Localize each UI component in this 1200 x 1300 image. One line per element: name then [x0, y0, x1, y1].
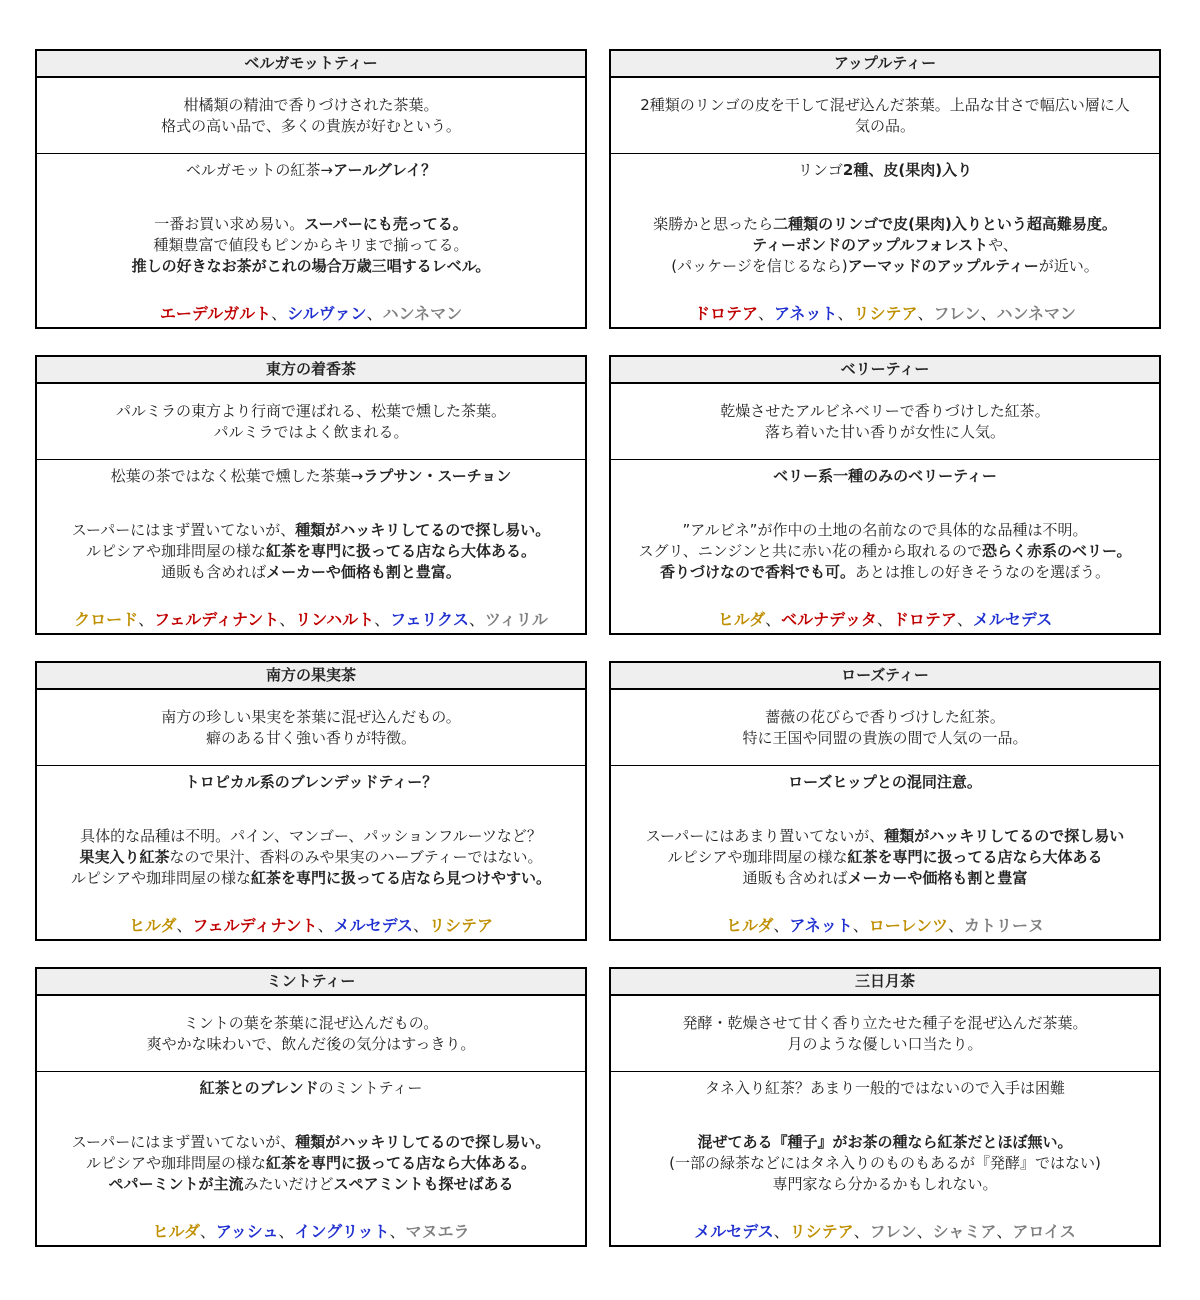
card-body [37, 460, 585, 633]
note-line [611, 1132, 1159, 1153]
note-line [611, 1174, 1159, 1195]
character-name: フレン [933, 304, 981, 323]
separator: 、 [917, 304, 934, 323]
description-line: 薔薇の花びらで香りづけした紅茶。 [765, 707, 1005, 726]
note-segment: 専門家なら分かるかもしれない。 [772, 1175, 998, 1193]
note-segment: 一番お買い求め易い。 [154, 215, 305, 233]
card-title: ベリーティー [611, 357, 1159, 384]
card-headline [611, 772, 1159, 793]
note-segment: 紅茶を専門に扱ってる店なら大体ある。 [266, 542, 537, 560]
note-segment: が近い。 [1038, 257, 1099, 275]
card-body [611, 154, 1159, 327]
tea-card [609, 49, 1161, 329]
note-segment: アーマッドのアップルティー [847, 257, 1039, 275]
separator: 、 [773, 916, 790, 935]
note-segment: 種類がハッキリしてるので探し易い [884, 827, 1125, 845]
headline-segment: アールグレイ？ [332, 161, 437, 179]
description-line: 発酵・乾燥させて甘く香り立たせた種子を混ぜ込んだ茶葉。 [682, 1013, 1088, 1032]
character-name: ローレンツ [868, 916, 949, 935]
note-line [37, 235, 585, 256]
character-name: フェルディナント [192, 916, 318, 935]
character-name: リシテア [428, 916, 493, 935]
note-segment: ティーポンドのアップルフォレスト [752, 236, 989, 254]
note-line [37, 826, 585, 847]
character-name: マヌエラ [405, 1222, 470, 1241]
note-line [611, 1153, 1159, 1174]
headline-segment: 松葉の茶ではなく松葉で燻した茶葉→ [110, 467, 364, 485]
character-name: ベルナデッタ [781, 610, 877, 629]
note-segment: ”アルビネ”が作中の土地の名前なので具体的な品種は不明。 [682, 521, 1088, 539]
description-line: パルミラの東方より行商で運ばれる、松葉で燻した茶葉。 [115, 401, 506, 420]
separator: 、 [853, 1222, 870, 1241]
headline-segment: ベリー系一種のみのベリーティー [773, 467, 997, 485]
description-line: 乾燥させたアルビネベリーで香りづけした紅茶。 [720, 401, 1050, 420]
card-title: 南方の果実茶 [37, 663, 585, 690]
note-segment: ペパーミントが主流 [108, 1175, 244, 1193]
character-list [37, 609, 585, 631]
note-line [37, 1174, 585, 1195]
character-name: メルセデス [694, 1222, 774, 1241]
character-name: カトリーヌ [964, 916, 1045, 935]
card-headline [611, 466, 1159, 487]
card-headline [37, 466, 585, 487]
description-line: パルミラではよく飲まれる。 [213, 422, 409, 441]
character-name: シルヴァン [287, 304, 367, 323]
character-name: アロイス [1012, 1222, 1076, 1241]
headline-segment: トロピカル系のブレンデッドティー？ [184, 773, 438, 791]
note-line [37, 562, 585, 583]
separator: 、 [773, 1222, 790, 1241]
character-list [611, 609, 1159, 631]
separator: 、 [956, 610, 973, 629]
card-body [611, 460, 1159, 633]
headline-segment: ベルガモットの紅茶→ [185, 161, 333, 179]
card-title: 東方の着香茶 [37, 357, 585, 384]
character-name: フレン [869, 1222, 917, 1241]
character-name: リシテア [789, 1222, 854, 1241]
note-segment: スペアミントも探せばある [333, 1175, 514, 1193]
separator: 、 [468, 610, 485, 629]
note-line [37, 1153, 585, 1174]
note-segment: ルピシアや珈琲問屋の様な [85, 542, 266, 560]
character-name: アネット [774, 304, 838, 323]
separator: 、 [176, 916, 193, 935]
separator: 、 [412, 916, 429, 935]
headline-segment: ラプサン・スーチョン [363, 467, 512, 485]
card-headline [37, 772, 585, 793]
character-name: リシテア [853, 304, 918, 323]
note-segment: 種類がハッキリしてるので探し易い。 [295, 521, 551, 539]
description-line: 癖のある甘く強い香りが特徴。 [205, 728, 416, 747]
note-line [611, 562, 1159, 583]
character-name: フェリクス [390, 610, 469, 629]
card-headline [611, 1078, 1159, 1099]
card-body [37, 1072, 585, 1245]
note-segment: 二種類のリンゴで皮(果肉)入りという超高難易度。 [773, 215, 1117, 233]
character-list [611, 915, 1159, 937]
description-line: 特に王国や同盟の貴族の間で人気の一品。 [742, 728, 1028, 747]
description-line: 気の品。 [854, 116, 915, 135]
character-name: クロード [74, 610, 139, 629]
character-name: ドロテア [694, 304, 759, 323]
character-name: ヒルダ [717, 610, 766, 629]
character-name: シャミア [932, 1222, 997, 1241]
card-notes [37, 826, 585, 889]
separator: 、 [279, 610, 296, 629]
character-name: ドロテア [892, 610, 957, 629]
character-name: ハンネマン [996, 304, 1076, 323]
note-line [611, 256, 1159, 277]
note-segment: 種類豊富で値段もピンからキリまで揃ってる。 [153, 236, 469, 254]
note-segment: ルピシアや珈琲問屋の様な [667, 848, 848, 866]
separator: 、 [980, 304, 997, 323]
note-line [37, 1132, 585, 1153]
note-segment: や、 [988, 236, 1018, 254]
tea-card [35, 49, 587, 329]
card-headline [37, 160, 585, 181]
headline-segment: 紅茶とのブレンド [199, 1079, 319, 1097]
card-description [611, 78, 1159, 154]
note-line [37, 520, 585, 541]
note-segment: スーパーにはあまり置いてないが、 [645, 827, 885, 845]
note-segment: スーパーにはまず置いてないが、 [71, 521, 296, 539]
note-line [37, 214, 585, 235]
separator: 、 [389, 1222, 406, 1241]
separator: 、 [278, 1222, 295, 1241]
note-line [611, 541, 1159, 562]
note-segment: メーカーや価格も割と豊富。 [266, 563, 461, 581]
separator: 、 [996, 1222, 1013, 1241]
separator: 、 [852, 916, 869, 935]
character-list [37, 303, 585, 325]
separator: 、 [138, 610, 155, 629]
card-body [611, 766, 1159, 939]
character-list [37, 915, 585, 937]
headline-segment: のミントティー [318, 1079, 423, 1097]
character-list [611, 1221, 1159, 1243]
note-segment: メーカーや価格も割と豊富 [847, 869, 1028, 887]
separator: 、 [765, 610, 782, 629]
character-name: メルセデス [972, 610, 1053, 629]
separator: 、 [837, 304, 854, 323]
description-line: 月のような優しい口当たり。 [787, 1034, 983, 1053]
character-name: ヒルダ [725, 916, 774, 935]
note-line [611, 235, 1159, 256]
note-line [611, 826, 1159, 847]
character-list [611, 303, 1159, 325]
description-line: 格式の高い品で、多くの貴族が好むという。 [161, 116, 461, 135]
card-notes [611, 520, 1159, 583]
card-description [37, 384, 585, 460]
note-segment: (一部の緑茶などにはタネ入りのものもあるが『発酵』ではない) [669, 1154, 1101, 1172]
card-description [611, 384, 1159, 460]
card-description [611, 996, 1159, 1072]
note-segment: スグリ、ニンジンと共に赤い花の種から取れるので [638, 542, 983, 560]
character-name: ヒルダ [129, 916, 177, 935]
note-line [611, 520, 1159, 541]
separator: 、 [366, 304, 383, 323]
description-line: 2種類のリンゴの皮を干して混ぜ込んだ茶葉。上品な甘さで幅広い層に人 [640, 95, 1130, 114]
separator: 、 [317, 916, 334, 935]
card-title: ミントティー [37, 969, 585, 996]
separator: 、 [271, 304, 288, 323]
card-description [37, 78, 585, 154]
card-notes [37, 1132, 585, 1195]
tea-card [35, 355, 587, 635]
separator: 、 [916, 1222, 933, 1241]
tea-card [35, 967, 587, 1247]
card-description [611, 690, 1159, 766]
note-line [37, 256, 585, 277]
note-segment: 種類がハッキリしてるので探し易い。 [295, 1133, 551, 1151]
separator: 、 [948, 916, 965, 935]
character-name: メルセデス [333, 916, 413, 935]
card-headline [611, 160, 1159, 181]
character-name: ハンネマン [382, 304, 463, 323]
note-segment: 紅茶を専門に扱ってる店なら見つけやすい。 [251, 869, 552, 887]
headline-segment: リンゴ [797, 161, 843, 179]
headline-segment: ローズヒップとの混同注意。 [788, 773, 982, 791]
note-segment: 香りづけなので香料でも可。 [659, 563, 855, 581]
character-name: エーデルガルト [159, 304, 272, 323]
note-segment: 通販も含めれば [742, 869, 848, 887]
note-line [37, 847, 585, 868]
character-name: イングリット [294, 1222, 390, 1241]
card-title: 三日月茶 [611, 969, 1159, 996]
separator: 、 [876, 610, 893, 629]
tea-card-grid [35, 49, 1165, 1249]
character-name: フェルディナント [154, 610, 280, 629]
card-notes [611, 826, 1159, 889]
card-headline [37, 1078, 585, 1099]
description-line: ミントの葉を茶葉に混ぜ込んだもの。 [183, 1013, 439, 1032]
note-segment: 恐らく赤系のベリー。 [982, 542, 1132, 560]
separator: 、 [199, 1222, 216, 1241]
description-line: 爽やかな味わいで、飲んだ後の気分はすっきり。 [146, 1034, 476, 1053]
headline-segment: タネ入り紅茶？あまり一般的ではないので入手は困難 [704, 1079, 1065, 1097]
note-segment: (パッケージを信じるなら) [671, 257, 848, 275]
separator: 、 [758, 304, 775, 323]
note-line [611, 847, 1159, 868]
character-name: アッシュ [215, 1222, 279, 1241]
note-segment: 混ぜてある『種子』がお茶の種なら紅茶だとほぼ無い。 [697, 1133, 1073, 1151]
note-line [37, 541, 585, 562]
card-notes [37, 214, 585, 277]
note-segment: ルピシアや珈琲問屋の様な [85, 1154, 266, 1172]
note-segment: 紅茶を専門に扱ってる店なら大体ある [847, 848, 1103, 866]
description-line: 柑橘類の精油で香りづけされた茶葉。 [183, 95, 439, 114]
card-title: ローズティー [611, 663, 1159, 690]
description-line: 落ち着いた甘い香りが女性に人気。 [764, 422, 1005, 441]
card-notes [37, 520, 585, 583]
character-name: ツィリル [484, 610, 548, 629]
character-name: リンハルト [295, 610, 375, 629]
tea-card [35, 661, 587, 941]
card-title: ベルガモットティー [37, 51, 585, 78]
note-line [611, 868, 1159, 889]
separator: 、 [374, 610, 391, 629]
note-segment: 推しの好きなお茶がこれの場合万歳三唱するレベル。 [131, 257, 491, 275]
note-segment: 楽勝かと思ったら [653, 215, 774, 233]
note-segment: みたいだけど [243, 1175, 334, 1193]
card-notes [611, 1132, 1159, 1195]
note-segment: なので果汁、香料のみや果実のハーブティーではない。 [169, 848, 543, 866]
note-segment: スーパーにはまず置いてないが、 [71, 1133, 296, 1151]
note-segment: あとは推しの好きそうなのを選ぼう。 [855, 563, 1111, 581]
tea-card [609, 661, 1161, 941]
tea-card [609, 967, 1161, 1247]
note-segment: ルピシアや珈琲問屋の様な [70, 869, 251, 887]
card-notes [611, 214, 1159, 277]
card-body [37, 766, 585, 939]
character-name: アネット [789, 916, 853, 935]
note-line [611, 214, 1159, 235]
card-body [37, 154, 585, 327]
note-segment: 通販も含めれば [161, 563, 267, 581]
character-name: ヒルダ [152, 1222, 200, 1241]
card-description [37, 996, 585, 1072]
note-line [37, 868, 585, 889]
headline-segment: 2種、皮(果肉)入り [842, 161, 973, 179]
card-description [37, 690, 585, 766]
card-body [611, 1072, 1159, 1245]
character-list [37, 1221, 585, 1243]
note-segment: 具体的な品種は不明。パイン、マンゴー、パッションフルーツなど？ [80, 827, 542, 845]
note-segment: スーパーにも売ってる。 [304, 215, 468, 233]
card-title: アップルティー [611, 51, 1159, 78]
tea-card [609, 355, 1161, 635]
note-segment: 紅茶を専門に扱ってる店なら大体ある。 [266, 1154, 537, 1172]
description-line: 南方の珍しい果実を茶葉に混ぜ込んだもの。 [161, 707, 461, 726]
note-segment: 果実入り紅茶 [79, 848, 170, 866]
